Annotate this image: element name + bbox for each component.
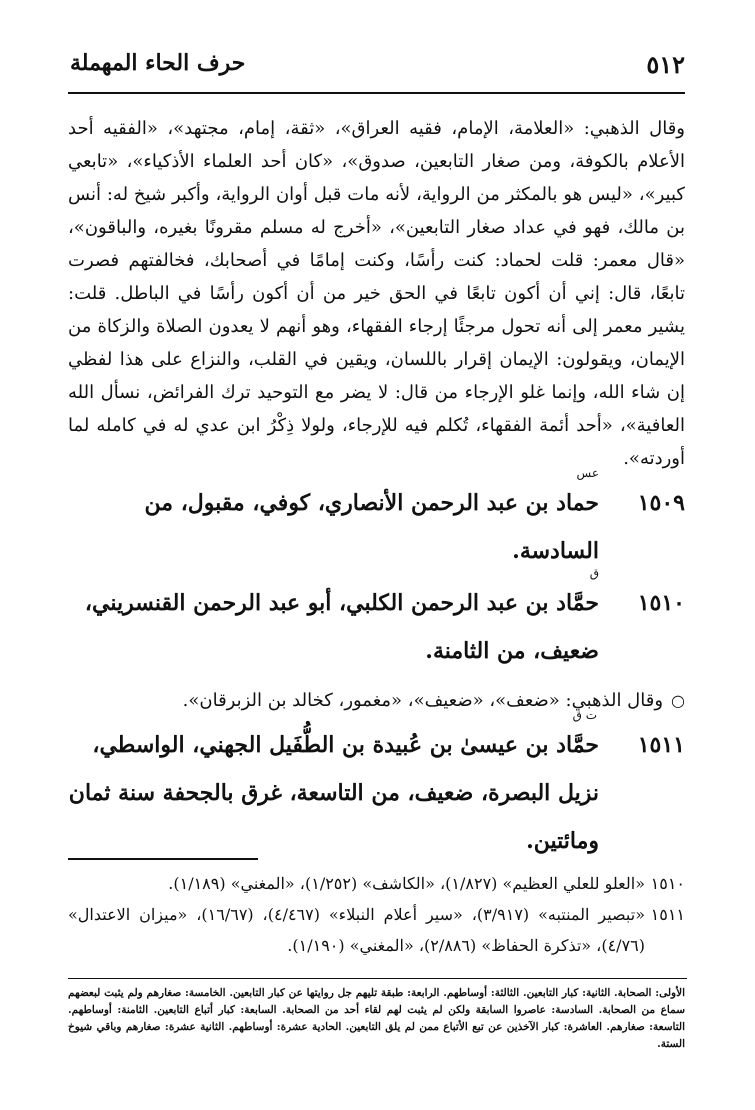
main-text [68,112,685,865]
footnote-text: «العلو للعلي العظيم» (١/٨٢٧)، «الكاشف» (١/٢٥٢)، «المغني» (١/١٨٩). [168,874,645,893]
entry-number: ١٥١١ [637,732,685,758]
entry-text: حماد بن عبد الرحمن الأنصاري، كوفي، مقبول، من السادسة. [144,490,599,564]
footnote-item [68,899,685,961]
entry-body [68,466,599,575]
entry-sigla: ت ق [572,708,597,722]
circle-icon: ○ [671,691,685,710]
footnote-item [68,868,685,899]
running-title: حرف الحاء المهملة [70,50,246,76]
footnote-number: ١٥١١ [650,905,685,924]
entry-text: حمَّاد بن عبد الرحمن الكلبي، أبو عبد الرحمن القنسريني، ضعيف، من الثامنة. [84,590,599,664]
entry-body [68,708,599,865]
dhahabi-note-text: وقال الذهبي: «ضعف»، «ضعيف»، «مغمور، كخالد بن الزبرقان». [182,690,664,711]
footnotes [68,868,685,961]
page-number: ٥١٢ [646,50,685,79]
page-header [70,50,685,90]
footnote-rule [68,858,258,860]
biography-entry-1510 [68,566,685,675]
legend-rule [68,978,687,979]
entry-number: ١٥١٠ [637,590,685,616]
entry-number: ١٥٠٩ [637,490,685,516]
biography-entry-1509 [68,466,685,575]
footnote-text: «تبصير المنتبه» (٣/٩١٧)، «سير أعلام النبلاء» (٤/٤٦٧)، (١٦/٦٧)، «ميزان الاعتدال» (٤/٧٦)، «تذكرة الحفاظ» (٢/٨٨٦)، «المغني» (١/١٩٠). [68,905,646,955]
entry-text: حمَّاد بن عيسىٰ بن عُبيدة بن الطُّفَيل الجهني، الواسطي، نزيل البصرة، ضعيف، من التاسعة، غرق بالجحفة سنة ثمان ومائتين. [68,732,599,854]
biography-entry-1511 [68,708,685,865]
dhahabi-quote-paragraph: وقال الذهبي: «العلامة، الإمام، فقيه العراق»، «ثقة، إمام، مجتهد»، «الفقيه أحد الأعلام بالكوفة، ومن صغار التابعين، صدوق»، «كان أحد العلماء الأذكياء»، «تابعي كبير»، «ليس هو بالمكثر من الرواية، لأنه مات قبل أوان الرواية، وأكبر شيخ له: أنس بن مالك، فهو في عداد صغار التابعين»، «أخرج له مسلم مقرونًا بغيره، والباقون»، «قال معمر: قلت لحماد: كنت رأسًا، وكنت إمامًا في أصحابك، فخالفتهم فصرت تابعًا، قال: إني أن أكون تابعًا في الحق خير من أن أكون رأسًا في الباطل. قلت: يشير معمر إلى أنه تحول مرجئًا إرجاء الفقهاء، وهو أنهم لا يعدون الصلاة والزكاة من الإيمان، ويقولون: الإيمان إقرار باللسان، ويقين في القلب، والنزاع على هذا لفظي إن شاء الله، وإنما غلو الإرجاء من قال: لا يضر مع التوحيد ترك الفرائض، نسأل الله العافية»، «أحد أئمة الفقهاء، تُكلم فيه للإرجاء، ولولا ذِكْرُ ابن عدي له في كامله لما أوردته». [68,118,685,469]
entry-body [68,566,599,675]
entry-sigla: عس [576,466,599,480]
header-rule [68,92,685,94]
footnote-number: ١٥١٠ [650,874,685,893]
entry-sigla: ق [589,566,599,580]
generations-legend: الأولى: الصحابة. الثانية: كبار التابعين. الثالثة: أوساطهم. الرابعة: طبقة تليهم جل روايتها عن كبار التابعين. الخامسة: صغارهم ولم يثبت لبعضهم سماع من الصحابة. السادسة: عاصروا السابقة ولكن لم يثبت لهم لقاء أحد من الصحابة. السابعة: كبار أتباع التابعين. الثامنة: أوساطهم. التاسعة: صغارهم. العاشرة: كبار الآخذين عن تبع الأتباع ممن لم يلق التابعين. الحادية عشرة: أوساطهم. الثانية عشرة: صغارهم وباقي شيوخ الستة. [68,987,685,1050]
